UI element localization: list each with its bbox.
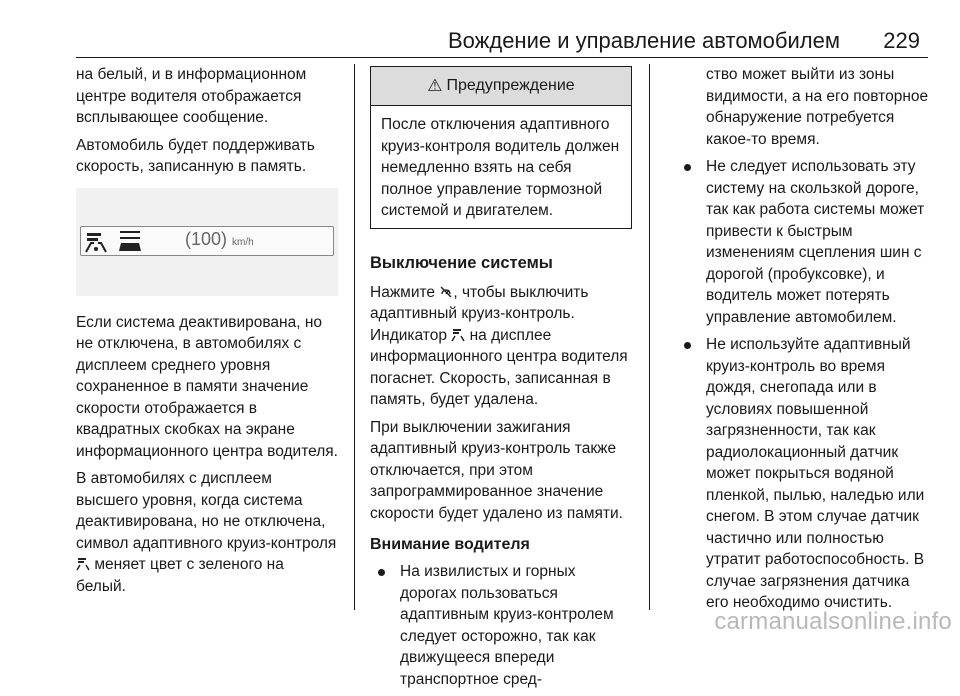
- paragraph: В автомобилях с дисплеем высшего уровня, когда система деактивирована, но не отключена, символ адаптивного круиз-контроля меняет цвет с зеленого на белый.: [76, 470, 337, 595]
- warning-icon: ⚠: [427, 76, 443, 96]
- attention-list-continued: [676, 156, 930, 614]
- warning-text: После отключения адаптивного круиз-контроля водитель должен немедленно взять на себя полное управление тормозной системой и двигателем.: [381, 116, 620, 219]
- header-title: Вождение и управление автомобилем: [447, 28, 840, 53]
- attention-title: Внимание водителя: [370, 536, 530, 553]
- header-rule: [76, 57, 928, 58]
- attention-list: [370, 561, 632, 690]
- paragraph: Если система деактивирована, но не отключена, в автомобилях с дисплеем среднего уровня сохраненное в памяти значение скорости отображается в квадратных скобках на экране информационного центра водителя.: [76, 313, 338, 460]
- continued-text: ство может выйти из зоны видимости, а на его повторное обнаружение потребуется какое-то время.: [706, 66, 929, 148]
- column-3: [676, 64, 930, 620]
- paragraph: При выключении зажигания адаптивный круиз-контроль также отключается, при этом запрограммированное значение скорости будет удалено из памяти.: [370, 418, 623, 522]
- column-divider-2: [649, 64, 650, 610]
- paragraph: Автомобиль будет поддерживать скорость, записанную в память.: [76, 136, 315, 175]
- column-2: [370, 64, 632, 696]
- adaptive-cruise-icon: [451, 328, 465, 342]
- list-item: Не следует использовать эту систему на скользкой дороге, так как работа системы может привести к быстрым изменениям сцепления шин с дорогой (пробуксовке), и водитель может потерять управление автомобилем.: [676, 156, 930, 328]
- display-speed: (100) km/h: [185, 228, 254, 249]
- paragraph: Нажмите , чтобы выключить адаптивный круиз-контроль. Индикатор на дисплее информационного центра водителя погаснет. Скорость, записанная в память, будет удалена.: [370, 283, 628, 408]
- watermark: carmanualsonline.info: [714, 608, 952, 635]
- paragraph: на белый, и в информационном центре водителя отображается всплывающее сообщение.: [76, 66, 307, 126]
- display-illustration: [76, 188, 338, 296]
- adaptive-cruise-icon: [83, 228, 109, 254]
- list-item: Не используйте адаптивный круиз-контроль во время дождя, снегопада или в условиях повышенной загрязненности, так как радиолокационный датчик может покрыться водяной пленкой, пылью, наледью или снегом. В этом случае датчик частично или полностью утратит работоспособность. В случае загрязнения датчика его необходимо очистить.: [676, 334, 930, 614]
- display-bar: [80, 226, 334, 256]
- page-header: [0, 28, 930, 56]
- section-title: Выключение системы: [370, 253, 553, 272]
- page-number: 229: [883, 28, 920, 53]
- cruise-off-icon: [439, 285, 453, 299]
- adaptive-cruise-icon: [76, 557, 90, 571]
- warning-heading: ⚠ Предупреждение: [371, 67, 631, 106]
- display-unit: km/h: [232, 236, 254, 248]
- column-1: [76, 64, 338, 603]
- warning-box: [370, 66, 632, 229]
- list-item: На извилистых и горных дорогах пользоваться адаптивным круиз-контролем следует осторожно, так как движущееся впереди транспортное сред-: [370, 561, 632, 690]
- column-divider-1: [354, 64, 355, 610]
- vehicle-ahead-icon: [117, 229, 143, 253]
